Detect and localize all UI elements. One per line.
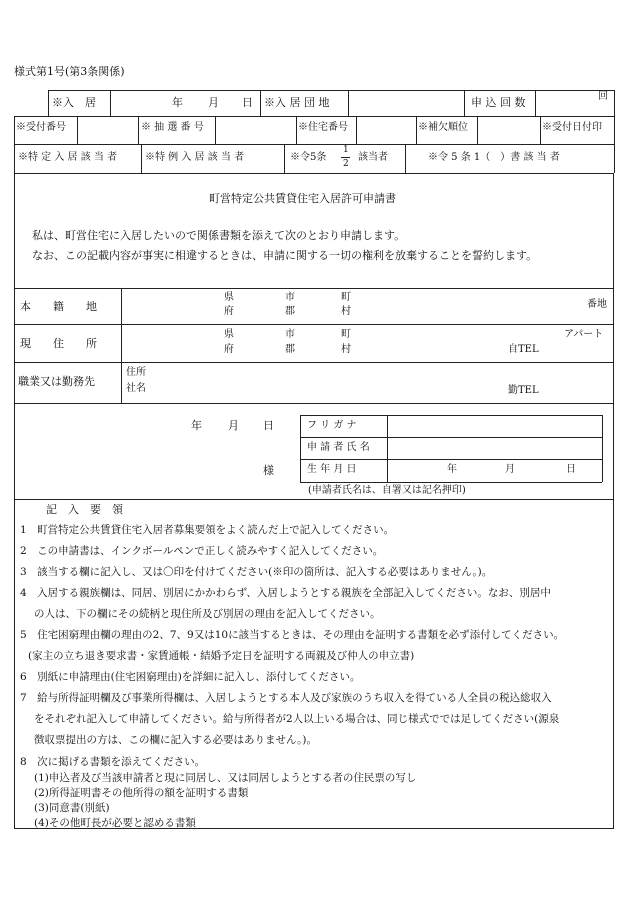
birth-day: 日	[566, 464, 576, 475]
applicant-name-field[interactable]	[388, 438, 601, 458]
count-label: 申 込 回 数	[471, 96, 526, 109]
instruction-line: 3 該当する欄に記入し、又は〇印を付けてください(※印の箇所は、記入する必要はありません。)。	[20, 566, 493, 578]
instruction-line: 6 別紙に申請理由(住宅困窮理由)を詳細に記入し、添付してください。	[20, 671, 361, 683]
instruction-line: (家主の立ち退き要求書・家賃通帳・結婚予定日を証明する両親及び仲人の申立書)	[28, 650, 415, 662]
danchi-field[interactable]	[349, 91, 463, 115]
genjusho-fu: 府	[224, 344, 234, 355]
uketsuke-date-label: ※受付日付印	[542, 122, 602, 133]
nyukyo-year: 年	[172, 96, 183, 109]
applicant-sama: 様	[263, 464, 274, 477]
danchi-label: ※入 居 団 地	[264, 96, 330, 109]
nyukyo-day: 日	[242, 96, 253, 109]
genjusho-field[interactable]	[122, 325, 613, 361]
honseki-machi: 町	[341, 292, 351, 303]
apply-year: 年	[191, 419, 202, 432]
tokurei-label: ※特 例 入 居 該 当 者	[145, 152, 245, 163]
genjusho-machi: 町	[341, 329, 351, 340]
rei5-1-label: ※令 5 条 1（ ）書 該 当 者	[428, 152, 560, 163]
honseki-gun: 郡	[285, 306, 295, 317]
form-id: 様式第1号(第3条関係)	[14, 65, 125, 78]
shokugyo-label: 職業又は勤務先	[18, 375, 95, 388]
instructions-heading: 記 入 要 領	[46, 503, 123, 516]
nyukyo-month: 月	[208, 96, 219, 109]
fraction-denominator: 2	[343, 159, 349, 169]
chusen-no-label: ※ 抽 選 番 号	[141, 122, 204, 133]
rei5-suffix: 該当者	[358, 152, 388, 163]
declaration-line-1: 私は、町営住宅に入居したいので関係書類を添えて次のとおり申請します。	[32, 229, 406, 242]
instruction-line: 4 入居する親族欄は、同居、別居にかかわらず、入居しようとする親族を全部記入してください。なお、別居中	[20, 587, 551, 599]
honseki-ken: 県	[224, 292, 234, 303]
declaration-line-2: なお、この記載内容が事実に相違するときは、申請に関する一切の権利を放棄することを誓約します。	[32, 249, 538, 262]
birth-month: 月	[505, 464, 515, 475]
genjusho-ken: 県	[224, 329, 234, 340]
jutaku-no-label: ※住宅番号	[298, 122, 348, 133]
genjusho-tel: 自TEL	[508, 344, 539, 355]
signature-note: (申請者氏名は、自署又は記名押印)	[308, 485, 466, 496]
instruction-sub-line: (3)同意書(別紙)	[34, 802, 110, 814]
shokugyo-field[interactable]	[122, 363, 613, 402]
honseki-label: 本 籍 地	[20, 300, 97, 313]
rei5-prefix: ※令5条	[290, 152, 327, 163]
instruction-line: 8 次に掲げる書類を添えてください。	[20, 756, 206, 768]
instruction-sub-line: (4)その他町長が必要と認める書類	[34, 817, 196, 829]
birthdate-label: 生 年 月 日	[307, 464, 357, 475]
count-unit: 回	[598, 91, 608, 102]
instruction-line: の人は、下の欄にその続柄と現住所及び別居の理由を記入してください。	[34, 608, 381, 620]
honseki-mura: 村	[341, 306, 351, 317]
genjusho-mura: 村	[341, 344, 351, 355]
instruction-line: 7 給与所得証明欄及び事業所得欄は、入居しようとする本人及び家族のうち収入を得ている人全員の税込総収入	[20, 692, 552, 704]
shokugyo-jusho: 住所	[126, 367, 146, 378]
applicant-name-label: 申 請 者 氏 名	[307, 442, 370, 453]
uketsuke-no-label: ※受付番号	[16, 122, 66, 133]
instruction-sub-line: (1)申込者及び当該申請者と現に同居し、又は同居しようとする者の住民票の写し	[34, 772, 417, 784]
genjusho-gun: 郡	[285, 344, 295, 355]
shokugyo-tel: 勤TEL	[508, 385, 539, 396]
furigana-field[interactable]	[388, 416, 601, 436]
birth-year: 年	[447, 464, 457, 475]
instruction-line: をそれぞれ記入して申請してください。給与所得者が2人以上いる場合は、同じ様式ででは足してください(源泉	[34, 713, 560, 725]
honseki-fu: 府	[224, 306, 234, 317]
shokugyo-shamei: 社名	[126, 383, 146, 394]
main-frame	[14, 173, 614, 829]
instruction-line: 5 住宅困窮理由欄の理由の2、7、9又は10に該当するときは、その理由を証明する書類を必ず添付してください。	[20, 629, 565, 641]
fraction-bar	[341, 157, 350, 158]
instruction-sub-line: (2)所得証明書その他所得の額を証明する書類	[34, 787, 249, 799]
honseki-shi: 市	[285, 292, 295, 303]
genjusho-shi: 市	[285, 329, 295, 340]
instruction-line: 2 この申請書は、インクボールペンで正しく読みやすく記入してください。	[20, 545, 384, 557]
honseki-field[interactable]	[122, 289, 613, 323]
apply-month: 月	[228, 419, 239, 432]
genjusho-apart: アパート	[564, 329, 604, 340]
hoketsu-label: ※補欠順位	[418, 122, 468, 133]
tokutei-label: ※特 定 入 居 該 当 者	[18, 152, 118, 163]
nyukyo-label: ※入 居	[52, 96, 96, 109]
furigana-label: フ リ ガ ナ	[307, 420, 357, 431]
instructions-divider	[14, 499, 614, 500]
apply-day: 日	[263, 419, 274, 432]
honseki-banchi: 番地	[587, 299, 607, 310]
form-title: 町営特定公共賃貸住宅入居許可申請書	[209, 192, 396, 205]
instruction-line: 1 町営特定公共賃貸住宅入居者募集要領をよく読んだ上で記入してください。	[20, 524, 395, 536]
fraction-numerator: 1	[343, 145, 349, 155]
instruction-line: 徴収票提出の方は、この欄に記入する必要はありません。)。	[34, 734, 317, 746]
genjusho-label: 現 住 所	[20, 337, 97, 350]
